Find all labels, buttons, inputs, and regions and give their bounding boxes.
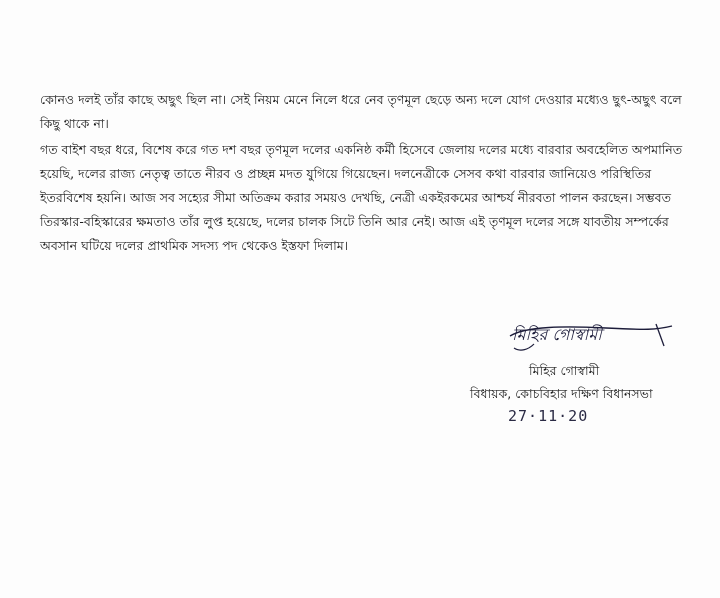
letter-paragraph-1: কোনও দলই তাঁর কাছে অছুৎ ছিল না। সেই নিয়ম মেনে নিলে ধরে নেব তৃণমূল ছেড়ে অন্য দলে যোগ দেওয়ার মধ্যেও ছুৎ-অছুৎ বলে কিছু থাকে না। — [40, 92, 682, 131]
handwritten-signature: মিহির গোস্বামী — [512, 325, 602, 344]
signature-date: 27·11·20 — [508, 407, 589, 425]
letter-paragraph-2: গত বাইশ বছর ধরে, বিশেষ করে গত দশ বছর তৃণমূল দলের একনিষ্ঠ কর্মী হিসেবে জেলায় দলের মধ্যে বারবার অবহেলিত অপমানিত হয়েছি, দলের রাজ্য নেতৃত্ব তাতে নীরব ও প্রচ্ছন্ন মদত যুগিয়ে গিয়েছেন। দলনেত্রীকে সেসব কথা বারবার জানিয়েও পরিস্থিতির ইতরবিশেষ হয়নি। আজ সব সহ্যের সীমা অতিক্রম করার সময়ও দেখছি, নেত্রী একইরকমের আশ্চর্য নীরবতা পালন করছেন। সম্ভবত তিরস্কার-বহিস্কারের ক্ষমতাও তাঁর লুপ্ত হয়েছে, দলের চালক সিটে তিনি আর নেই। আজ এই তৃণমূল দলের সঙ্গে যাবতীয় সম্পর্কের অবসান ঘটিয়ে দলের প্রাথমিক সদস্য পদ থেকেও ইস্তফা দিলাম। — [40, 142, 683, 253]
signer-designation: বিধায়ক, কোচবিহার দক্ষিণ বিধানসভা — [470, 386, 653, 401]
signer-name: মিহির গোস্বামী — [529, 363, 600, 378]
